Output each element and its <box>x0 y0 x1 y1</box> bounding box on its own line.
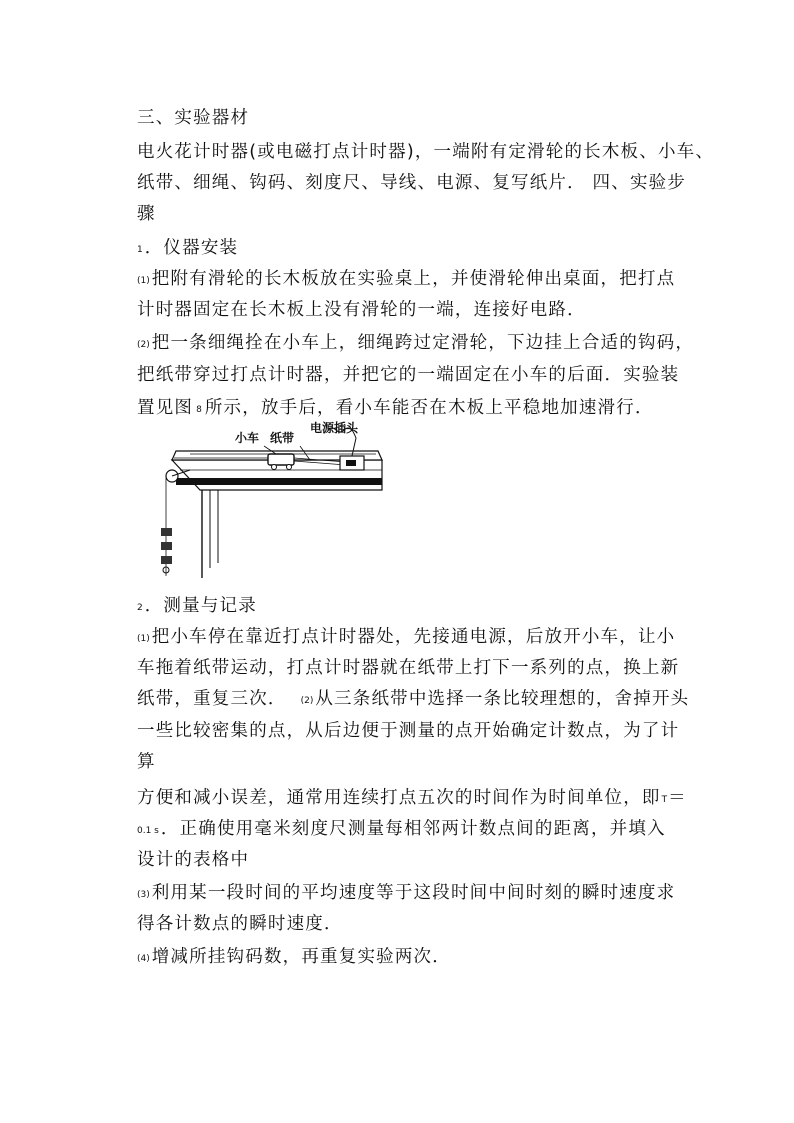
step1-p2-line-2: 把纸带穿过打点计时器，并把它的一端固定在小车的后面．实验装 <box>137 365 680 385</box>
step2-p1-line-3 <box>137 688 689 712</box>
step1-p1-line-2: 计时器固定在长木板上没有滑轮的一端，连接好电路． <box>137 300 586 320</box>
step2-p3-number: (3) <box>137 890 150 900</box>
apparatus-figure <box>150 418 390 580</box>
step2-p2-line-3: 算 <box>137 752 156 772</box>
step2-p2-number: (2) <box>300 696 314 706</box>
step1-p1-number: (1) <box>137 276 150 286</box>
section-heading-equipment: 三、实验器材 <box>137 108 250 128</box>
label-power-plug: 电源插头 <box>310 421 359 435</box>
step2-number: 2 <box>137 603 143 613</box>
step1-number: 1 <box>137 245 143 255</box>
step1-heading <box>137 237 238 261</box>
label-car: 小车 <box>235 431 260 445</box>
apparatus-drawing <box>150 418 390 580</box>
equipment-line-3: 骤 <box>137 204 156 224</box>
step1-p2-text-3b: 所示，放手后，看小车能否在木板上平稳地加速滑行． <box>204 398 654 418</box>
step2-p1-line-2: 车拖着纸带运动，打点计时器就在纸带上打下一系列的点，换上新 <box>137 658 680 678</box>
step2-p2-text-5: ．正确使用毫米刻度尺测量每相邻两计数点间的距离，并填入 <box>160 819 666 839</box>
step2-p1-text-3: 纸带，重复三次． <box>137 689 287 709</box>
step2-p3-line-2: 得各计数点的瞬时速度． <box>137 914 343 934</box>
equals-sign: ＝ <box>668 788 687 808</box>
step2-p2-line-4 <box>137 787 687 811</box>
step2-heading <box>137 595 257 619</box>
step2-p1-text-1: 把小车停在靠近打点计时器处，先接通电源，后放开小车，让小 <box>151 627 676 647</box>
step1-title: ．仪器安装 <box>144 238 239 258</box>
step2-p2-line-2: 一些比较密集的点，从后边便于测量的点开始确定计数点，为了计 <box>137 721 680 741</box>
equipment-line-2: 纸带、细绳、钩码、刻度尺、导线、电源、复写纸片． 四、实验步 <box>137 173 687 193</box>
step2-p4-line-1 <box>137 946 451 970</box>
step1-p2-text-3a: 置见图 <box>137 398 194 418</box>
step2-p3-text-1: 利用某一段时间的平均速度等于这段时间中间时刻的瞬时速度求 <box>151 883 676 903</box>
step1-p1-line-1 <box>137 268 675 292</box>
step2-p1-line-1 <box>137 626 675 650</box>
step1-p2-text-1: 把一条细绳拴在小车上，细绳跨过定滑轮，下边挂上合适的钩码， <box>151 333 695 353</box>
label-tape: 纸带 <box>270 431 295 445</box>
step1-p1-text-1: 把附有滑轮的长木板放在实验桌上，并使滑轮伸出桌面，把打点 <box>151 269 676 289</box>
step2-p3-line-1 <box>137 882 675 906</box>
symbol-T: T <box>661 795 668 805</box>
step1-p2-line-1 <box>137 332 694 356</box>
step2-p2-line-5 <box>137 818 666 842</box>
step2-p2-text-4: 方便和减小误差，通常用连续打点五次的时间作为时间单位，即 <box>137 788 661 808</box>
step2-title: ．测量与记录 <box>144 596 257 616</box>
figure-number: 8 <box>196 405 202 415</box>
step2-p4-text-1: 增减所挂钩码数，再重复实验两次． <box>151 947 451 967</box>
time-unit-value: 0.1 s <box>137 826 159 836</box>
step2-p2-line-6: 设计的表格中 <box>137 850 250 870</box>
step2-p1-number: (1) <box>137 634 150 644</box>
step1-p2-number: (2) <box>137 340 150 350</box>
step2-p2-text-1: 从三条纸带中选择一条比较理想的，舍掉开头 <box>315 689 690 709</box>
equipment-line-1: 电火花计时器(或电磁打点计时器)，一端附有定滑轮的长木板、小车、 <box>137 142 715 162</box>
step2-p4-number: (4) <box>137 954 150 964</box>
